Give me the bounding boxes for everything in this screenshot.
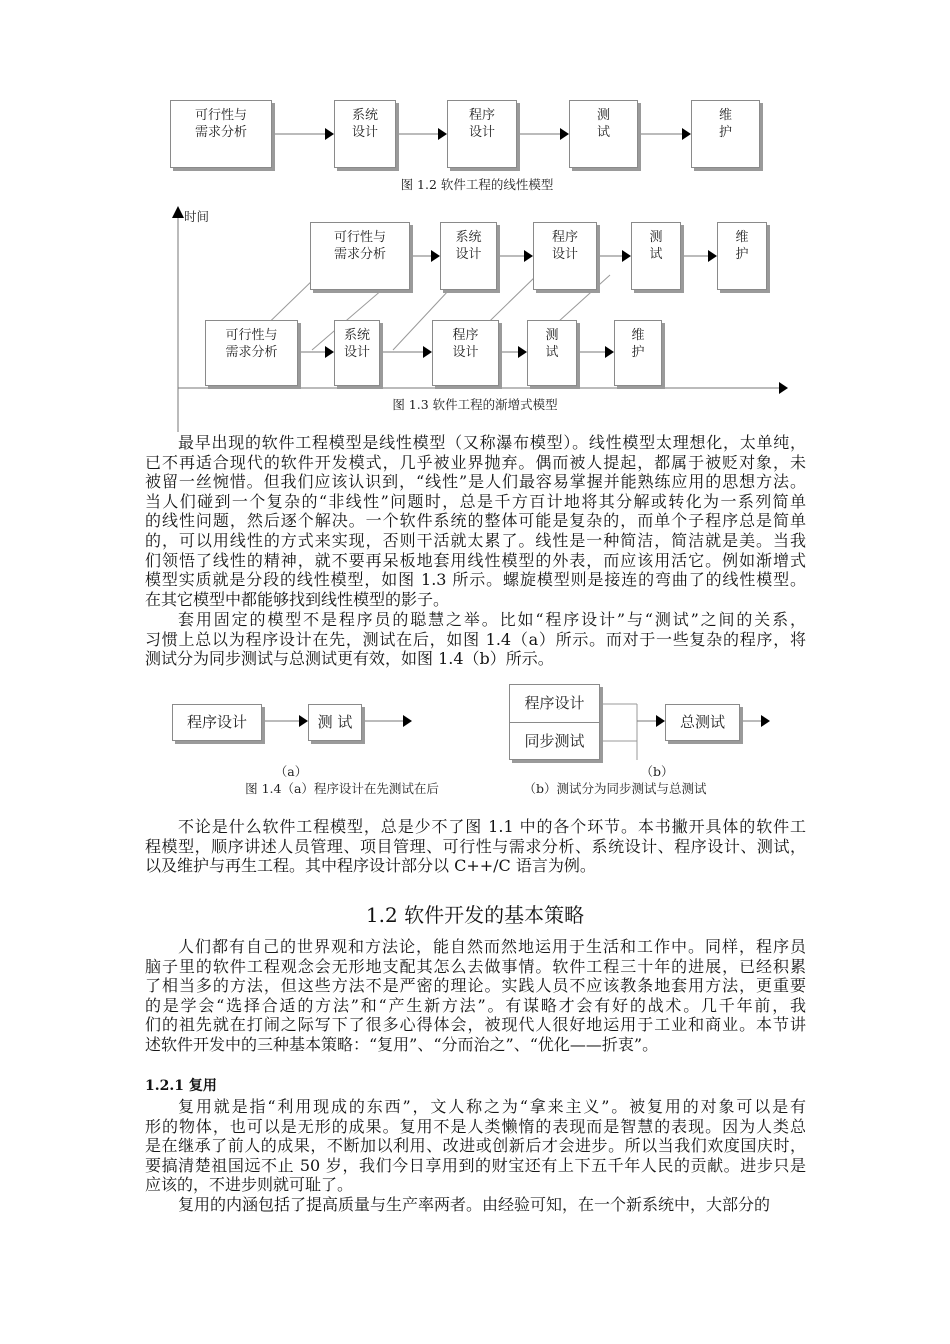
para4-line: 述软件开发中的三种基本策略：“复用”、“分而治之”、“优化——折衷”。: [145, 1035, 659, 1054]
fig14-label-b: （b）: [640, 764, 674, 779]
para4-line: 人们都有自己的世界观和方法论，能自然而然地运用于生活和工作中。同样，程序员: [178, 937, 806, 956]
box-label: 可行性与: [333, 230, 386, 245]
arrowhead-icon: [605, 346, 614, 358]
fig13-bottom-step-box: [205, 320, 298, 386]
box-label: 维: [631, 328, 645, 343]
box-label: 系统: [343, 328, 370, 343]
box-label: 设计: [452, 345, 479, 360]
para5-line: 形的物体，也可以是无形的成果。复用不是人类懒惰的表现而是智慧的表现。因为人类总: [145, 1116, 806, 1136]
para5-line: 是在继承了前人的成果，不断加以利用、改进或创新后才会进步。所以当我们欢度国庆时，: [145, 1136, 806, 1156]
fig14-label-a: （a）: [274, 764, 308, 779]
arrowhead-icon: [518, 346, 527, 358]
fig13-bottom-step-box: [527, 320, 577, 386]
fig12-caption: 图 1.2 软件工程的线性模型: [400, 177, 554, 192]
arrowhead-icon: [524, 250, 533, 262]
fig13-top-step-box: [310, 222, 410, 290]
box-label: 需求分析: [225, 345, 278, 360]
fig12-step-box: [691, 100, 760, 168]
fig12-step-box: [334, 100, 396, 168]
arrowhead-icon: [403, 715, 412, 727]
para5-line: 应该的，不进步则就可耻了。: [145, 1175, 354, 1195]
arrowhead-icon: [682, 128, 691, 140]
box-label: 试: [596, 125, 610, 140]
box-label: 护: [718, 125, 732, 140]
arrowhead-icon: [622, 250, 631, 262]
para3-line: 以及维护与再生工程。其中程序设计部分以 C++/C 语言为例。: [145, 856, 596, 876]
box-label: 设计: [351, 125, 378, 140]
para1-line: 在其它模型中都能够找到线性模型的影子。: [145, 589, 450, 609]
para2-line: 习惯上总以为程序设计在先，测试在后，如图 1.4（a）所示。而对于一些复杂的程序，将: [145, 629, 806, 649]
fig14-caption-b: （b）测试分为同步测试与总测试: [523, 781, 707, 796]
fig14-caption-a: 图 1.4（a）程序设计在先测试在后: [245, 781, 439, 796]
para1-line: 们领悟了线性的精神，就不要再呆板地套用线性模型的外表，而应该用活它。例如渐增式: [145, 550, 806, 570]
fig13-top-step-box: [717, 222, 767, 290]
para1-line: 模型实质就是分段的线性模型，如图 1.3 所示。螺旋模型则是接连的弯曲了的线性模型。: [145, 570, 806, 590]
fig13-top-step-box: [533, 222, 597, 290]
box-label: 护: [631, 345, 645, 360]
para1-line: 当人们碰到一个复杂的“非线性”问题时，总是千方百计地将其分解或转化为一系列简单: [145, 491, 806, 511]
para6-line: 复用的内涵包括了提高质量与生产率两者。由经验可知，在一个新系统中，大部分的: [178, 1195, 771, 1214]
arrowhead-icon: [761, 715, 770, 727]
para1-line: 被留一丝惋惜。但我们应该认识到，“线性”是人们最容易掌握并能熟练应用的思想方法。: [145, 472, 806, 492]
para1-line: 最早出现的软件工程模型是线性模型（又称瀑布模型）。线性模型太理想化，太单纯，: [178, 433, 806, 452]
para4-line: 的是学会“选择合适的方法”和“产生新方法”。有谋略才会有好的战术。几千年前，我: [145, 995, 806, 1015]
para3-line: 不论是什么软件工程模型，总是少不了图 1.1 中的各个环节。本书撇开具体的软件工: [178, 817, 806, 836]
arrowhead-icon: [423, 346, 432, 358]
arrowhead-icon: [708, 250, 717, 262]
para3-line: 程模型，顺序讲述人员管理、项目管理、可行性与需求分析、系统设计、程序设计、测试，: [145, 836, 806, 856]
box-label: 程序: [551, 230, 578, 245]
fig12-step-box: [447, 100, 517, 168]
fig14a-program-box: 程序设计: [172, 704, 262, 741]
box-label: 程序: [452, 328, 479, 343]
sync-test-label: 同步测试: [524, 732, 585, 750]
fig13-bottom-step-box: [334, 320, 380, 386]
para4-line: 了相当多的方法，但这些方法不是严密的理论。实践人员不应该教条地套用方法，更重要: [145, 976, 806, 996]
arrowhead-icon: [438, 128, 447, 140]
box-label: 维: [735, 230, 749, 245]
para2-line: 测试分为同步测试与总测试更有效，如图 1.4（b）所示。: [145, 649, 554, 669]
fig13-bottom-step-box: [432, 320, 499, 386]
fig13-top-step-box: [440, 222, 497, 290]
axis-arrowhead-icon: [172, 206, 184, 218]
para2-line: 套用固定的模型不是程序员的聪慧之举。比如“程序设计”与“测试”之间的关系，: [178, 610, 806, 629]
box-label: 可行性与: [225, 328, 278, 343]
para4-line: 脑子里的软件工程观念会无形地支配其怎么去做事情。软件工程三十年的进展，已经积累: [145, 956, 806, 976]
arrowhead-icon: [299, 715, 308, 727]
box-label: 需求分析: [333, 247, 386, 262]
box-label: 试: [545, 345, 559, 360]
box-label: 设计: [455, 247, 482, 262]
box-label: 维: [718, 108, 732, 123]
para1-line: 已不再适合现代的软件开发模式，几乎被业界抛弃。偶而被人提起，都属于被贬对象，未: [145, 452, 806, 472]
box-label: 需求分析: [194, 125, 247, 140]
fig12-step-box: [170, 100, 272, 168]
arrowhead-icon: [656, 715, 665, 727]
box-label: 可行性与: [194, 108, 247, 123]
time-axis-label: 时间: [184, 209, 210, 224]
fig14a-test-box: 测 试: [308, 704, 362, 741]
box-label: 试: [649, 247, 663, 262]
para5-line: 复用就是指“利用现成的东西”，文人称之为“拿来主义”。被复用的对象可以是有: [178, 1097, 806, 1116]
fig13-top-step-box: [631, 222, 681, 290]
arrowhead-icon: [431, 250, 440, 262]
fig14b-stack-box: [509, 684, 600, 760]
box-label: 测: [545, 328, 559, 343]
box-label: 程序: [468, 108, 495, 123]
fig14b-total-test-box: 总测试: [665, 704, 740, 741]
arrowhead-icon: [779, 382, 788, 394]
box-label: 设计: [468, 125, 495, 140]
para1-line: 的线性问题，然后逐个解决。一个软件系统的整体可能是复杂的，而单个子程序总是简单: [145, 511, 806, 531]
para5-line: 要搞清楚祖国远不止 50 岁，我们今日享用到的财宝还有上下五千年人民的贡献。进步只是: [145, 1155, 806, 1175]
fig13-caption: 图 1.3 软件工程的渐增式模型: [392, 397, 558, 412]
box-label: 护: [735, 247, 749, 262]
box-label: 系统: [351, 108, 378, 123]
section-heading: 1.2 软件开发的基本策略: [365, 903, 585, 927]
box-label: 设计: [551, 247, 578, 262]
para1-line: 的，可以用线性的方式来实现，否则干活就太累了。线性是一种简洁，简洁就是美。当我: [145, 531, 806, 550]
fig12-step-box: [569, 100, 638, 168]
para4-line: 们的祖先就在打闹之际写下了很多心得体会，被现代人很好地运用于工业和商业。本节讲: [145, 1015, 806, 1035]
box-label: 设计: [343, 345, 370, 360]
arrowhead-icon: [325, 346, 334, 358]
subsection-heading: 1.2.1 复用: [145, 1078, 217, 1094]
arrowhead-icon: [560, 128, 569, 140]
box-label: 测: [596, 108, 610, 123]
program-design-label: 程序设计: [510, 685, 599, 723]
arrowhead-icon: [325, 128, 334, 140]
fig13-bottom-step-box: [614, 320, 662, 386]
box-label: 测: [649, 230, 663, 245]
box-label: 系统: [455, 230, 482, 245]
